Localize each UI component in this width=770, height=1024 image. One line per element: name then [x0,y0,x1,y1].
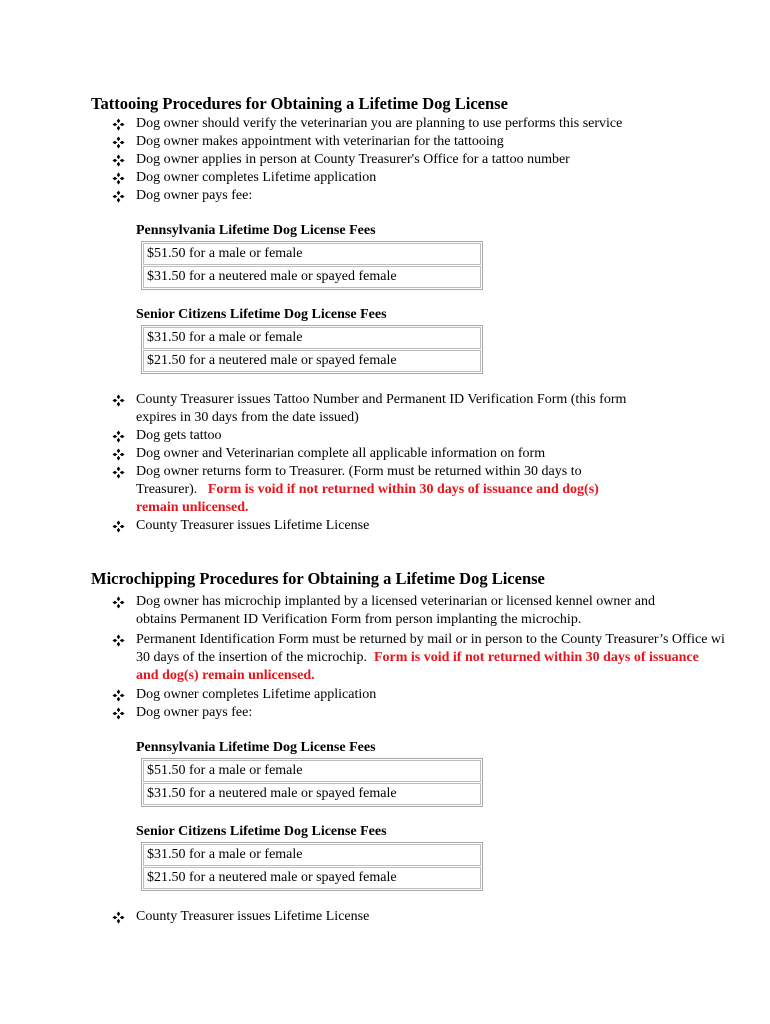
fee-cell: $21.50 for a neutered male or spayed female [143,867,481,889]
diamond-bullet-icon [112,133,128,151]
tattoo-section-title: Tattooing Procedures for Obtaining a Lifetime Dog License [91,94,508,113]
fee-cell: $31.50 for a male or female [143,327,481,349]
void-warning: Form is void if not returned within 30 days of issuance [373,650,699,665]
diamond-bullet-icon [112,115,128,133]
step-text: Dog owner makes appointment with veterinarian for the tattooing [136,134,504,149]
void-warning: and dog(s) remain unlicensed. [136,668,315,683]
step-text: Dog owner returns form to Treasurer. (Form must be returned within 30 days to Treasurer). Form is void if not returned within 30 days of issuance and dog(s) remain unlicensed. [136,464,599,515]
diamond-bullet-icon [112,445,128,463]
diamond-bullet-icon [112,187,128,205]
diamond-bullet-icon [112,704,128,722]
step-text: Dog owner completes Lifetime application [136,170,377,185]
microchip-pa-fees-table [141,758,483,807]
tattoo-pa-fees-table [141,241,483,290]
fee-row [143,783,481,805]
step-text: Dog owner pays fee: [136,705,253,720]
fee-row [143,327,481,349]
fee-row [143,867,481,889]
fee-cell: $21.50 for a neutered male or spayed female [143,350,481,372]
step-text: Dog owner should verify the veterinarian you are planning to use performs this service [136,116,623,131]
diamond-bullet-icon [112,631,128,649]
diamond-bullet-icon [112,169,128,187]
diamond-bullet-icon [112,908,128,926]
step-text: County Treasurer issues Tattoo Number and Permanent ID Verification Form (this form expires in 30 days from the date issued) [136,392,627,425]
diamond-bullet-icon [112,427,128,445]
step-text: Dog owner has microchip implanted by a licensed veterinarian or licensed kennel owner and obtains Permanent ID Verification Form from person implanting the microchip. [136,594,655,627]
step-text: Dog owner and Veterinarian complete all applicable information on form [136,446,546,461]
tattoo-senior-fees-table [141,325,483,374]
step-text: Dog owner pays fee: [136,188,253,203]
diamond-bullet-icon [112,151,128,169]
step-text: County Treasurer issues Lifetime License [136,909,370,924]
step-text: Dog owner completes Lifetime application [136,687,377,702]
tattoo-senior-fees-title: Senior Citizens Lifetime Dog License Fees [136,307,387,322]
microchip-section-title: Microchipping Procedures for Obtaining a Lifetime Dog License [91,569,545,588]
fee-row [143,760,481,782]
diamond-bullet-icon [112,593,128,611]
fee-row [143,844,481,866]
diamond-bullet-icon [112,517,128,535]
step-text: Dog owner applies in person at County Treasurer's Office for a tattoo number [136,152,570,167]
fee-cell: $31.50 for a male or female [143,844,481,866]
fee-row [143,266,481,288]
fee-cell: $31.50 for a neutered male or spayed female [143,266,481,288]
step-text: County Treasurer issues Lifetime License [136,518,370,533]
fee-cell: $51.50 for a male or female [143,243,481,265]
void-warning: remain unlicensed. [136,500,249,515]
microchip-senior-fees-table [141,842,483,891]
diamond-bullet-icon [112,686,128,704]
fee-cell: $31.50 for a neutered male or spayed female [143,783,481,805]
diamond-bullet-icon [112,391,128,409]
tattoo-pa-fees-title: Pennsylvania Lifetime Dog License Fees [136,223,376,238]
void-warning: Form is void if not returned within 30 days of issuance and dog(s) [207,482,599,497]
diamond-bullet-icon [112,463,128,481]
fee-row [143,243,481,265]
microchip-pa-fees-title: Pennsylvania Lifetime Dog License Fees [136,740,376,755]
step-text: Permanent Identification Form must be returned by mail or in person to the County Treasurer’s Office wi 30 days of the insertion of the microchip. Form is void if not returned within 30 days of issuance and dog(s) remain unlicensed. [136,632,725,683]
fee-cell: $51.50 for a male or female [143,760,481,782]
microchip-senior-fees-title: Senior Citizens Lifetime Dog License Fees [136,824,387,839]
fee-row [143,350,481,372]
step-text: Dog gets tattoo [136,428,222,443]
